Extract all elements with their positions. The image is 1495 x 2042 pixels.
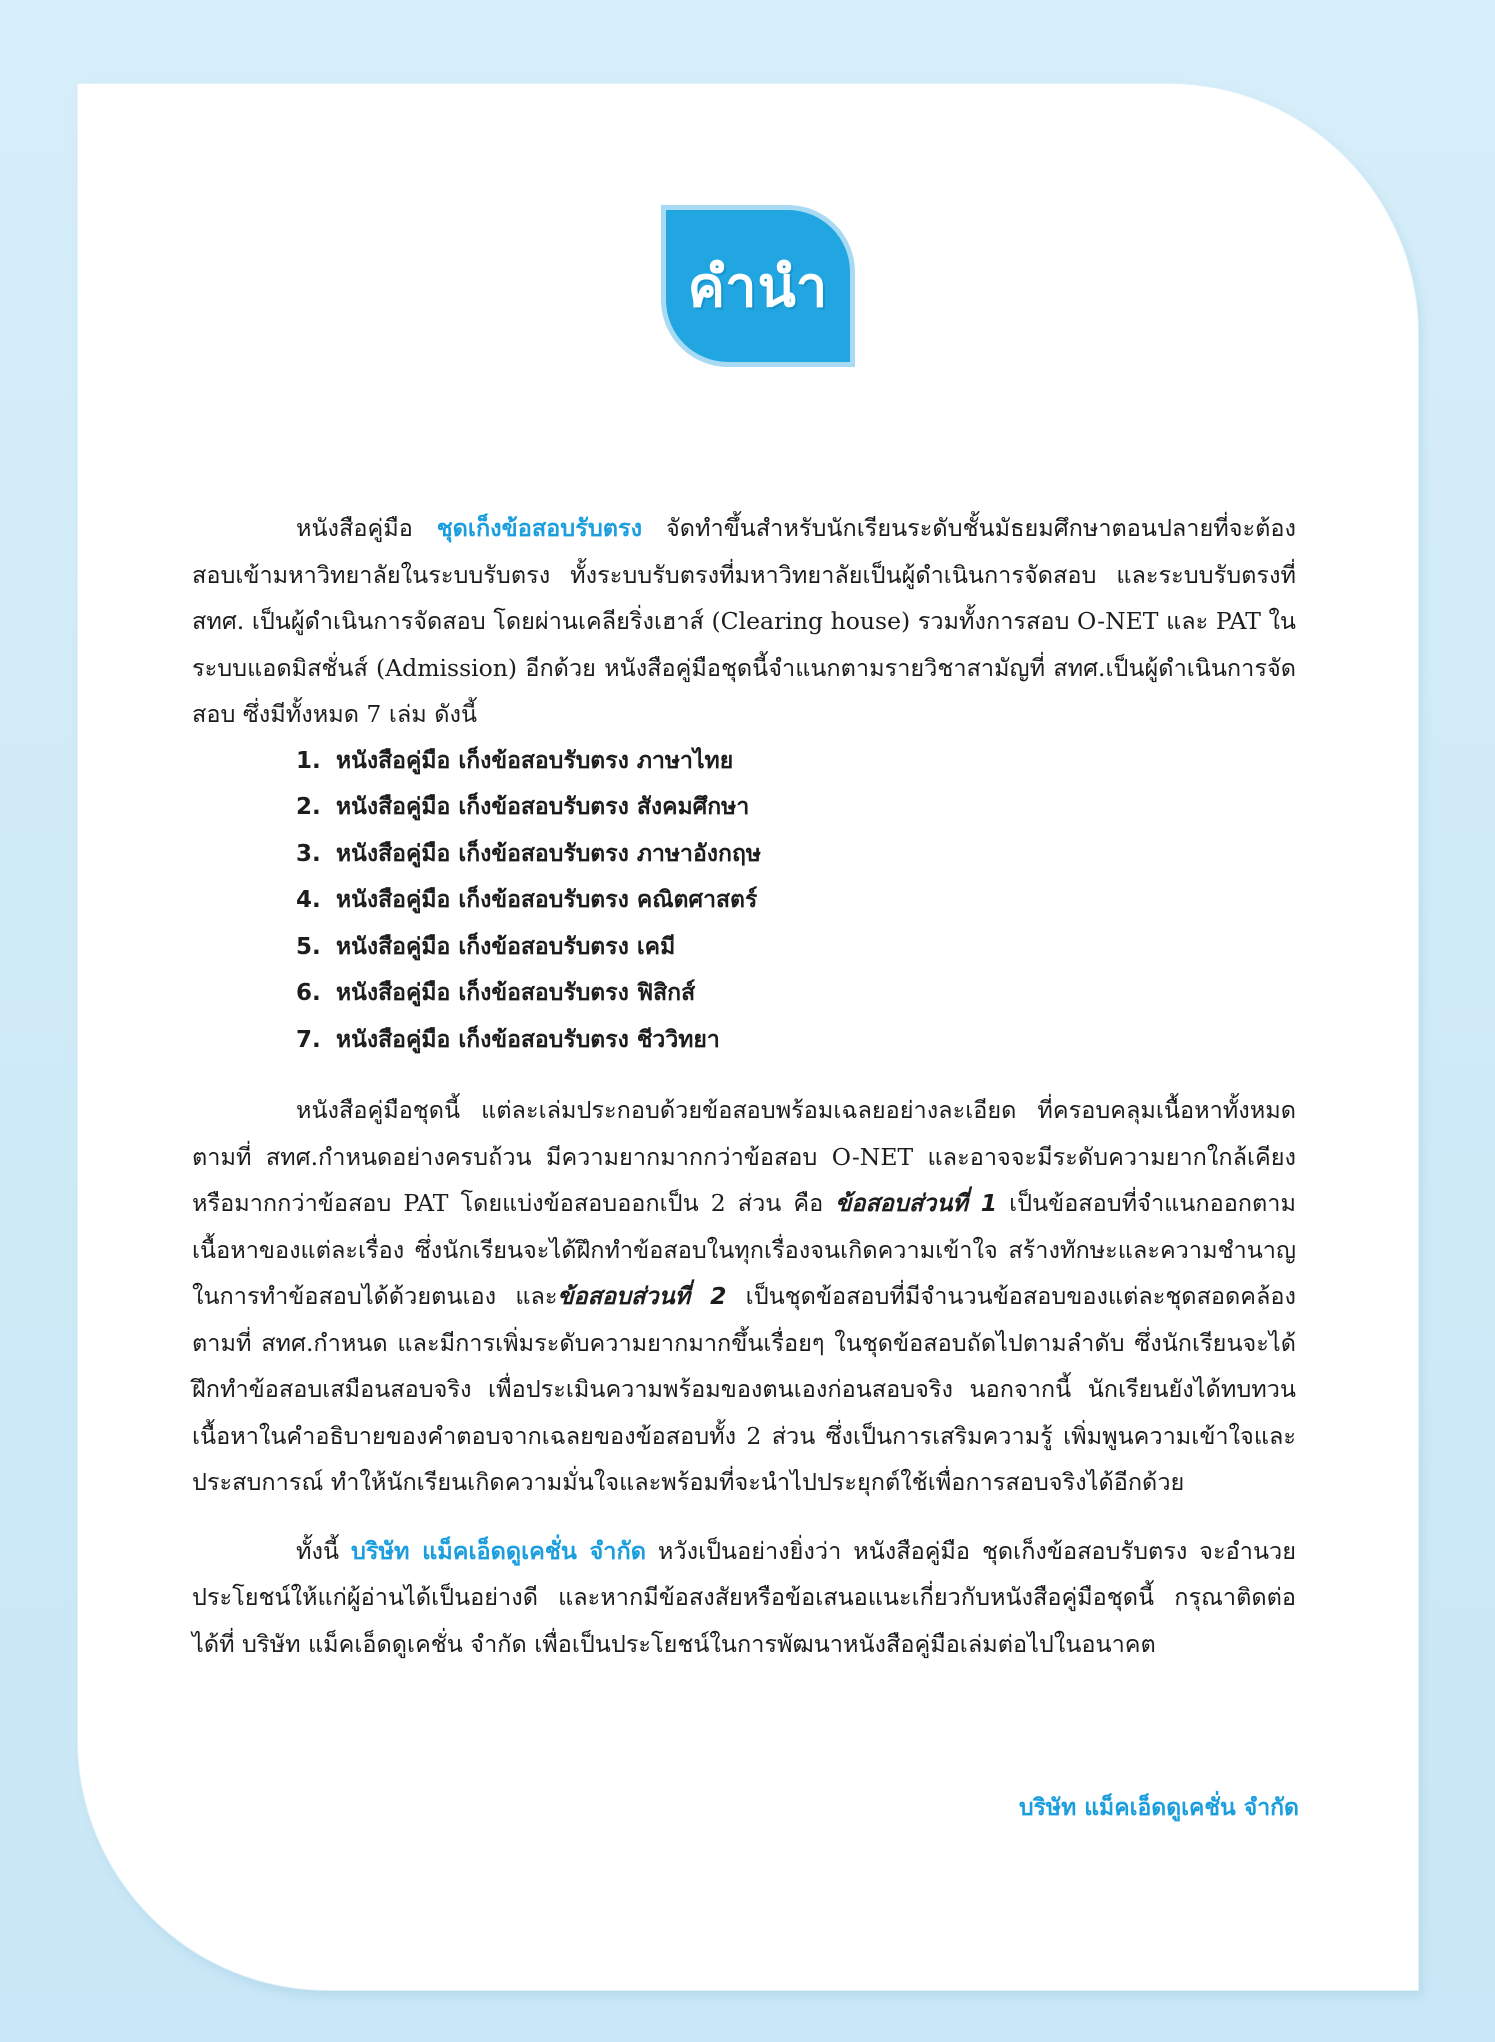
list-item-number: 7.: [296, 1026, 321, 1053]
preface-content: [192, 505, 1296, 1667]
list-item: [296, 784, 1296, 831]
closing-paragraph: [192, 1528, 1296, 1668]
company-name: บริษัท แม็คเอ็ดดูเคชั่น จำกัด: [350, 1536, 646, 1565]
list-item-number: 3.: [296, 840, 321, 867]
list-item-number: 2.: [296, 794, 321, 820]
list-item: [296, 1017, 1296, 1064]
list-item: [296, 877, 1296, 924]
list-item-title: หนังสือคู่มือ เก็งข้อสอบรับตรง สังคมศึกษา: [336, 794, 750, 820]
title-badge: [666, 210, 850, 362]
list-item-number: 1.: [296, 747, 321, 774]
list-item-title: หนังสือคู่มือ เก็งข้อสอบรับตรง ฟิสิกส์: [336, 980, 696, 1006]
intro-body: จัดทำขึ้นสำหรับนักเรียนระดับชั้นมัธยมศึกษาตอนปลายที่จะต้องสอบเข้ามหาวิทยาลัยในระบบรับตรง ทั้งระบบรับตรงที่มหาวิทยาลัยเป็นผู้ดำเนินการจัดสอบ และระบบรับตรงที่ สทศ. เป็นผู้ดำเนินการจัดสอบ โดยผ่านเคลียริ่งเฮาส์ (Clearing house) รวมทั้งการสอบ O-NET และ PAT ในระบบแอดมิสชั่นส์ (Admission) อีกด้วย หนังสือคู่มือชุดนี้จำแนกตามรายวิชาสามัญที่ สทศ.เป็นผู้ดำเนินการจัดสอบ ซึ่งมีทั้งหมด 7 เล่ม ดังนี้: [192, 514, 1296, 728]
closing-lead: ทั้งนี้: [296, 1536, 351, 1565]
list-item-title: หนังสือคู่มือ เก็งข้อสอบรับตรง ภาษาไทย: [336, 747, 734, 774]
list-item-title: หนังสือคู่มือ เก็งข้อสอบรับตรง ชีววิทยา: [336, 1026, 720, 1053]
description-part-1: หนังสือคู่มือชุดนี้ แต่ละเล่มประกอบด้วยข้อสอบพร้อมเฉลยอย่างละเอียด ที่ครอบคลุมเนื้อหาทั้งหมดตามที่ สทศ.กำหนดอย่างครบถ้วน มีความยากมากกว่าข้อสอบ O-NET และอาจจะมีระดับความยากใกล้เคียงหรือมากกว่าข้อสอบ PAT โดยแบ่งข้อสอบออกเป็น 2 ส่วน คือ: [192, 1096, 1296, 1217]
description-part-3: เป็นชุดข้อสอบที่มีจำนวนข้อสอบของแต่ละชุดสอดคล้องตามที่ สทศ.กำหนด และมีการเพิ่มระดับความยากมากขึ้นเรื่อยๆ ในชุดข้อสอบถัดไปตามลำดับ ซึ่งนักเรียนจะได้ฝึกทำข้อสอบเสมือนสอบจริง เพื่อประเมินความพร้อมของตนเองก่อนสอบจริง นอกจากนี้ นักเรียนยังได้ทบทวนเนื้อหาในคำอธิบายของคำตอบจากเฉลยของข้อสอบทั้ง 2 ส่วน ซึ่งเป็นการเสริมความรู้ เพิ่มพูนความเข้าใจและประสบการณ์ ทำให้นักเรียนเกิดความมั่นใจและพร้อมที่จะนำไปประยุกต์ใช้เพื่อการสอบจริงได้อีกด้วย: [192, 1282, 1296, 1496]
signature: บริษัท แม็คเอ็ดดูเคชั่น จำกัด: [1018, 1795, 1299, 1821]
list-item-title: หนังสือคู่มือ เก็งข้อสอบรับตรง เคมี: [336, 933, 676, 960]
intro-paragraph: [192, 505, 1296, 738]
exam-part-1-label: ข้อสอบส่วนที่ 1: [835, 1189, 998, 1217]
intro-lead: หนังสือคู่มือ: [296, 514, 437, 542]
book-list: [192, 738, 1296, 1064]
list-item-number: 5.: [296, 933, 321, 960]
closing-body: หวังเป็นอย่างยิ่งว่า หนังสือคู่มือ ชุดเก็งข้อสอบรับตรง จะอำนวยประโยชน์ให้แก่ผู้อ่านได้เป็นอย่างดี และหากมีข้อสงสัยหรือข้อเสนอแนะเกี่ยวกับหนังสือคู่มือชุดนี้ กรุณาติดต่อได้ที่ บริษัท แม็คเอ็ดดูเคชั่น จำกัด เพื่อเป็นประโยชน์ในการพัฒนาหนังสือคู่มือเล่มต่อไปในอนาคต: [192, 1536, 1296, 1658]
list-item: [296, 831, 1296, 878]
description-paragraph: [192, 1087, 1296, 1506]
exam-part-2-label: ข้อสอบส่วนที่ 2: [557, 1282, 727, 1310]
list-item-number: 6.: [296, 980, 321, 1006]
list-item: [296, 970, 1296, 1017]
series-name: ชุดเก็งข้อสอบรับตรง: [436, 514, 643, 542]
list-item-title: หนังสือคู่มือ เก็งข้อสอบรับตรง คณิตศาสตร์: [336, 887, 758, 913]
list-item: [296, 924, 1296, 971]
list-item-number: 4.: [296, 887, 321, 913]
list-item: [296, 738, 1296, 785]
description-part-2: เป็นข้อสอบที่จำแนกออกตามเนื้อหาของแต่ละเรื่อง ซึ่งนักเรียนจะได้ฝึกทำข้อสอบในทุกเรื่องจนเกิดความเข้าใจ สร้างทักษะและความชำนาญในการทำข้อสอบได้ด้วยตนเอง และ: [192, 1189, 1296, 1310]
page-title: คำนำ: [687, 254, 829, 320]
list-item-title: หนังสือคู่มือ เก็งข้อสอบรับตรง ภาษาอังกฤษ: [336, 840, 762, 867]
